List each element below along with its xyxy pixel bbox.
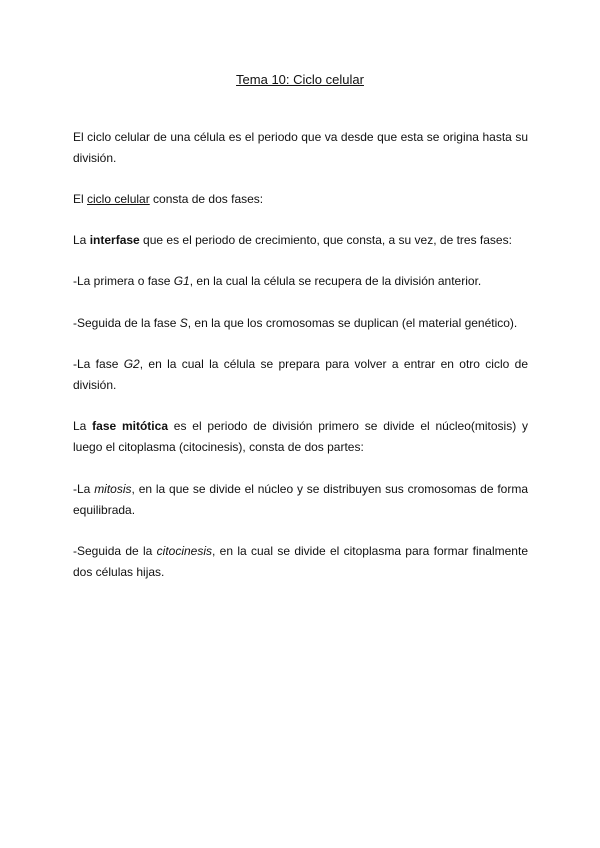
citocinesis-term: citocinesis (156, 544, 213, 558)
citocinesis-paragraph (73, 541, 528, 582)
page-title (0, 72, 600, 88)
intro-paragraph (73, 127, 528, 168)
s-phase-term: S (179, 316, 188, 330)
title-text: Tema 10: Ciclo celular (236, 72, 364, 87)
s-phase-prefix: -Seguida de la fase (73, 316, 180, 330)
interfase-prefix: La (73, 233, 90, 247)
mitotic-term: fase mitótica (92, 419, 168, 433)
interfase-paragraph (73, 230, 528, 251)
mitosis-prefix: -La (73, 482, 95, 496)
s-phase-suffix: , en la que los cromosomas se duplican (el material genético). (187, 316, 518, 330)
mitosis-suffix: , en la que se divide el núcleo y se distribuyen sus cromosomas de forma equilibrada. (73, 482, 529, 517)
s-phase-paragraph (73, 313, 528, 334)
g2-paragraph (73, 354, 528, 395)
phases-intro-paragraph (73, 189, 528, 210)
mitosis-paragraph (73, 479, 528, 520)
interfase-term: interfase (89, 233, 140, 247)
intro-text: El ciclo celular de una célula es el periodo que va desde que esta se origina hasta su división. (73, 130, 528, 165)
phases-intro-prefix: El (73, 192, 88, 206)
g1-paragraph (73, 271, 528, 292)
g1-prefix: -La primera o fase (73, 274, 174, 288)
mitotic-prefix: La (73, 419, 93, 433)
g1-term: G1 (173, 274, 190, 288)
mitotic-paragraph (73, 416, 528, 457)
g1-suffix: , en la cual la célula se recupera de la división anterior. (189, 274, 482, 288)
g2-prefix: -La fase (73, 357, 124, 371)
phases-intro-suffix: consta de dos fases: (149, 192, 264, 206)
mitosis-term: mitosis (94, 482, 132, 496)
g2-suffix: , en la cual la célula se prepara para volver a entrar en otro ciclo de división. (73, 357, 528, 392)
g2-term: G2 (123, 357, 140, 371)
citocinesis-prefix: -Seguida de la (73, 544, 157, 558)
ciclo-celular-link: ciclo celular (87, 192, 150, 206)
mitotic-suffix: es el periodo de división primero se divide el núcleo(mitosis) y luego el citoplasma (citocinesis), consta de dos partes: (73, 419, 529, 454)
interfase-suffix: que es el periodo de crecimiento, que consta, a su vez, de tres fases: (139, 233, 512, 247)
citocinesis-suffix: , en la cual se divide el citoplasma para formar finalmente dos células hijas. (73, 544, 528, 579)
